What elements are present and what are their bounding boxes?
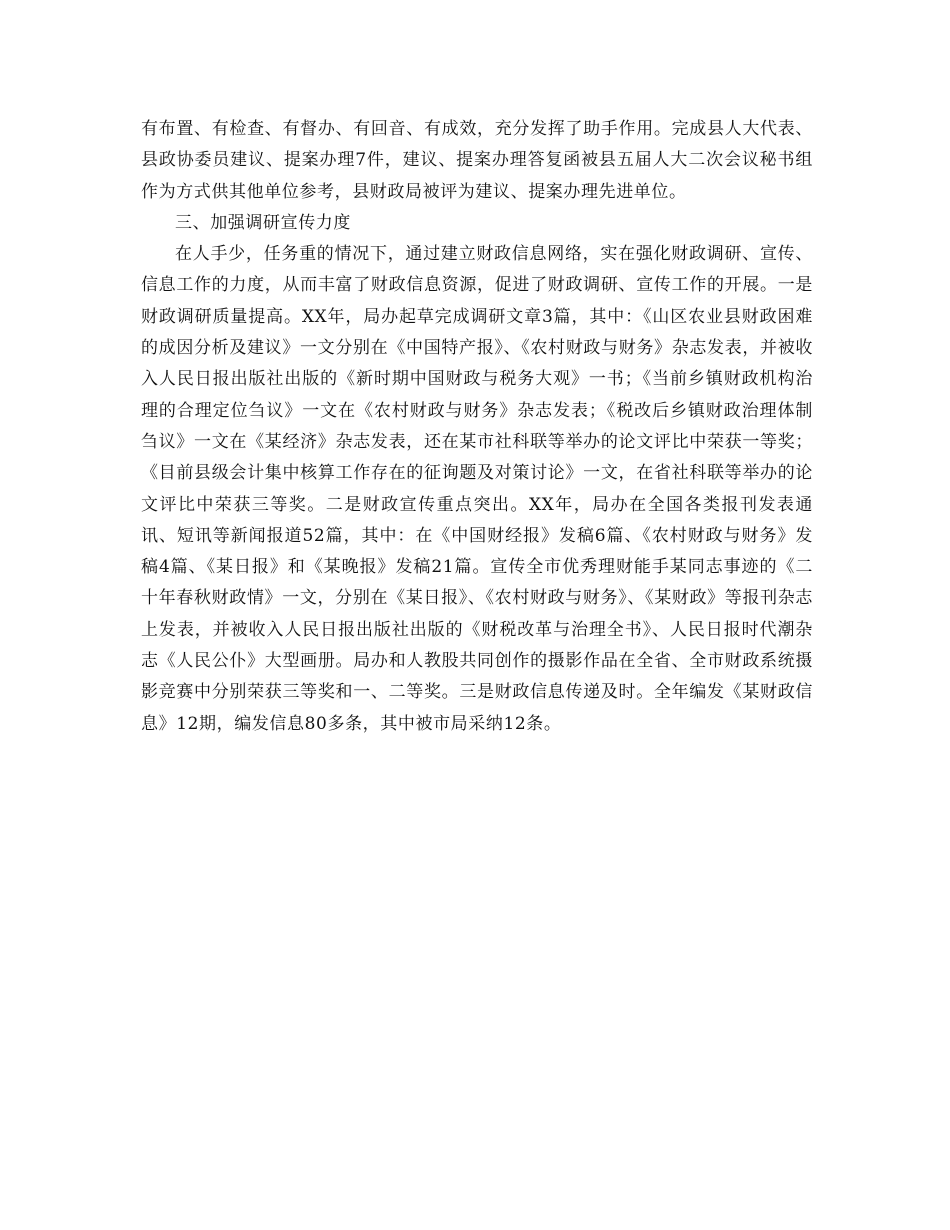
paragraph-body: 在人手少，任务重的情况下，通过建立财政信息网络，实在强化财政调研、宣传、信息工作的力度，从而丰富了财政信息资源，促进了财政调研、宣传工作的开展。一是财政调研质量提高。XX年，局办起草完成调研文章3篇，其中：《山区农业县财政困难的成因分析及建议》一文分别在《中国特产报》、《农村财政与财务》杂志发表，并被收入人民日报出版社出版的《新时期中国财政与税务大观》一书；《当前乡镇财政机构治理的合理定位刍议》一文在《农村财政与财务》杂志发表；《税改后乡镇财政治理体制刍议》一文在《某经济》杂志发表，还在某市社科联等举办的论文评比中荣获一等奖；《目前县级会计集中核算工作存在的征询题及对策讨论》一文，在省社科联等举办的论文评比中荣获三等奖。二是财政宣传重点突出。XX年，局办在全国各类报刊发表通讯、短讯等新闻报道52篇，其中：在《中国财经报》发稿6篇、《农村财政与财务》发稿4篇、《某日报》和《某晚报》发稿21篇。宣传全市优秀理财能手某同志事迹的《二十年春秋财政情》一文，分别在《某日报》、《农村财政与财务》、《某财政》等报刊杂志上发表，并被收入人民日报出版社出版的《财税改革与治理全书》、人民日报时代潮杂志《人民公仆》大型画册。局办和人教股共同创作的摄影作品在全省、全市财政系统摄影竞赛中分别荣获三等奖和一、二等奖。三是财政信息传递及时。全年编发《某财政信息》12期，编发信息80多条，其中被市局采纳12条。 [141, 244, 813, 734]
document-body [141, 114, 813, 740]
section-heading: 三、加强调研宣传力度 [175, 212, 351, 233]
paragraph-continuation: 有布置、有检查、有督办、有回音、有成效，充分发挥了助手作用。完成县人大代表、县政协委员建议、提案办理7件，建议、提案办理答复函被县五届人大二次会议秘书组作为方式供其他单位参考，县财政局被评为建议、提案办理先进单位。 [141, 119, 813, 202]
